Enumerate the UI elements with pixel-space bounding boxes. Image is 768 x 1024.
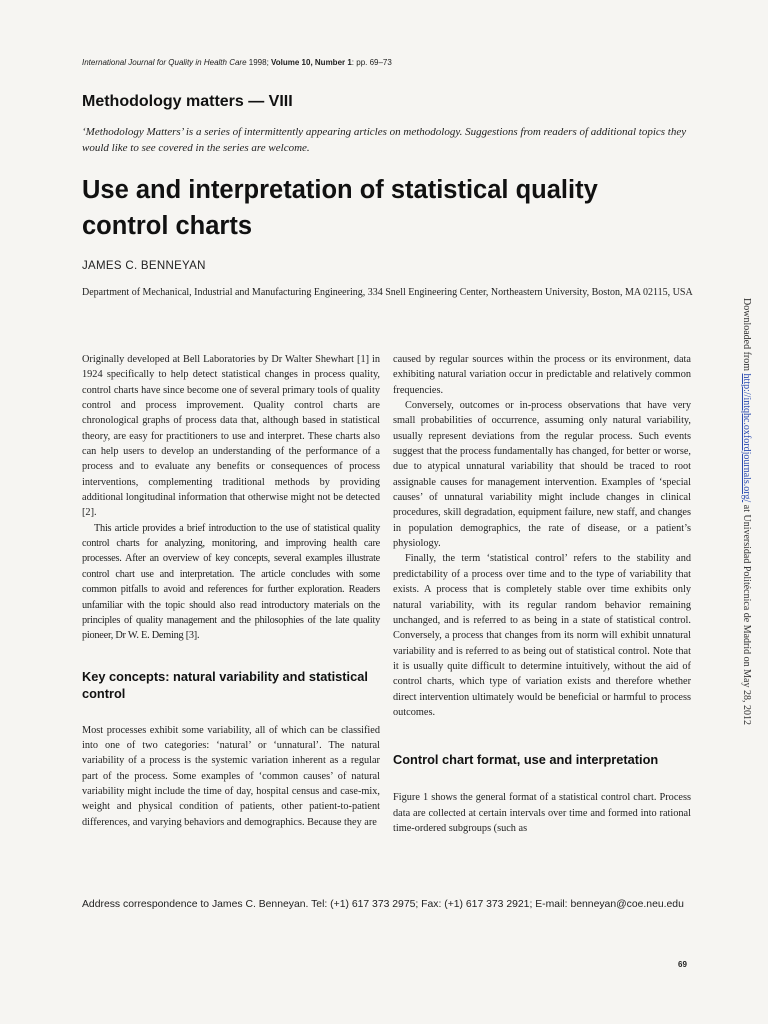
download-stamp	[741, 298, 752, 725]
running-header	[82, 58, 682, 67]
page-number: 69	[678, 960, 687, 969]
download-stamp-prefix: Downloaded from	[741, 298, 752, 374]
journal-pages: : pp. 69–73	[351, 58, 392, 67]
body-paragraph: This article provides a brief introduction to the use of statistical quality control charts for analyzing, monitoring, and improving health care processes. After an overview of key concepts, several examples illustrate control chart use and interpretation. The article concludes with some common pitfalls to avoid and references for further exploration. Readers unfamiliar with the topic should also read introductory materials on the principles of quality management and the philosophies of the late quality pioneer, Dr W. E. Deming [3].	[82, 522, 380, 642]
journal-year: 1998;	[248, 58, 269, 67]
journal-volume: Volume 10, Number 1	[271, 58, 352, 67]
journal-name: International Journal for Quality in Health Care	[82, 58, 247, 67]
download-stamp-suffix: at Universidad Politécnica de Madrid on May 28, 2012	[741, 502, 752, 725]
body-paragraph: Originally developed at Bell Laboratories by Dr Walter Shewhart [1] in 1924 specifically to help detect statistical changes in process quality, control charts have since become one of several primary tools of quality control and process improvement. Quality control charts are chronological graphs of process data that, although based in statistical theory, are easy for practitioners to use and interpret. These charts also can help users to develop an understanding of the performance of a process and to evaluate any benefits or consequences of process interventions, complementing traditional methods by providing additional longitudinal information that otherwise might not be detected [2].	[82, 354, 380, 519]
section-heading-key-concepts: Key concepts: natural variability and statistical control	[82, 668, 368, 701]
section-heading-control-chart-format: Control chart format, use and interpretation	[393, 752, 659, 768]
author-name: JAMES C. BENNEYAN	[82, 260, 206, 272]
body-paragraph: caused by regular sources within the process or its environment, data exhibiting natural variation occur in predictable and relatively common frequencies.	[393, 354, 691, 396]
author-affiliation: Department of Mechanical, Industrial and Manufacturing Engineering, 334 Snell Engineering Center, Northeastern University, Boston, MA 02115, USA	[82, 287, 693, 298]
correspondence-footnote: Address correspondence to James C. Benneyan. Tel: (+1) 617 373 2975; Fax: (+1) 617 373 2921; E-mail: benneyan@coe.neu.edu	[82, 899, 684, 910]
left-column	[82, 352, 380, 830]
series-title: Methodology matters — VIII	[82, 93, 293, 110]
body-paragraph: Figure 1 shows the general format of a statistical control chart. Process data are collected at certain intervals over time and formed into rational time-ordered subgroups (such as	[393, 792, 691, 834]
right-column	[393, 352, 691, 836]
body-paragraph: Most processes exhibit some variability, all of which can be classified into one of two categories: ‘natural’ or ‘unnatural’. The natural variability of a process is the systemic variation inherent as a regular part of the process. Some examples of ‘common causes’ of natural variability might include the time of day, hospital census and case-mix, weight and physical condition of patients, other patient-to-patient differences, and varying behaviors and demographics. Because they are	[82, 724, 380, 828]
body-paragraph: Finally, the term ‘statistical control’ refers to the stability and predictability of a process over time and to the type of variability that exists. A process that is completely stable over time exhibits only natural variability, with its regular random behavior remaining unchanged, and is referred to as being in a state of statistical control. Conversely, a process that changes from its norm will exhibit unnatural variability and is referred to as being out of statistical control. Note that it is usually quite difficult to determine intuitively, without the aid of control charts, which type of variation exists and therefore whether direct intervention ultimately would be beneficial or harmful to process outcomes.	[393, 553, 691, 718]
series-description: ‘Methodology Matters’ is a series of intermittently appearing articles on methodology. Suggestions from readers of additional topics they would like to see covered in the series are welcome.	[82, 126, 687, 154]
article-title: Use and interpretation of statistical quality control charts	[82, 176, 598, 240]
body-paragraph: Conversely, outcomes or in-process observations that have very small probabilities of occurrence, assuming only natural variability, usually represent deviations from the regular process. Such events suggest that the process fundamentally has changed, for better or worse, due to atypical unnatural variability that should be traced to root assignable causes for management intervention. Examples of ‘special causes’ of unnatural variability might include changes in clinical procedures, skill degradation, equipment failure, new staff, and changes in population demographics, the rate of disease, or a patient’s physiology.	[393, 400, 691, 550]
download-stamp-link[interactable]: http://intqhc.oxfordjournals.org/	[741, 373, 752, 503]
